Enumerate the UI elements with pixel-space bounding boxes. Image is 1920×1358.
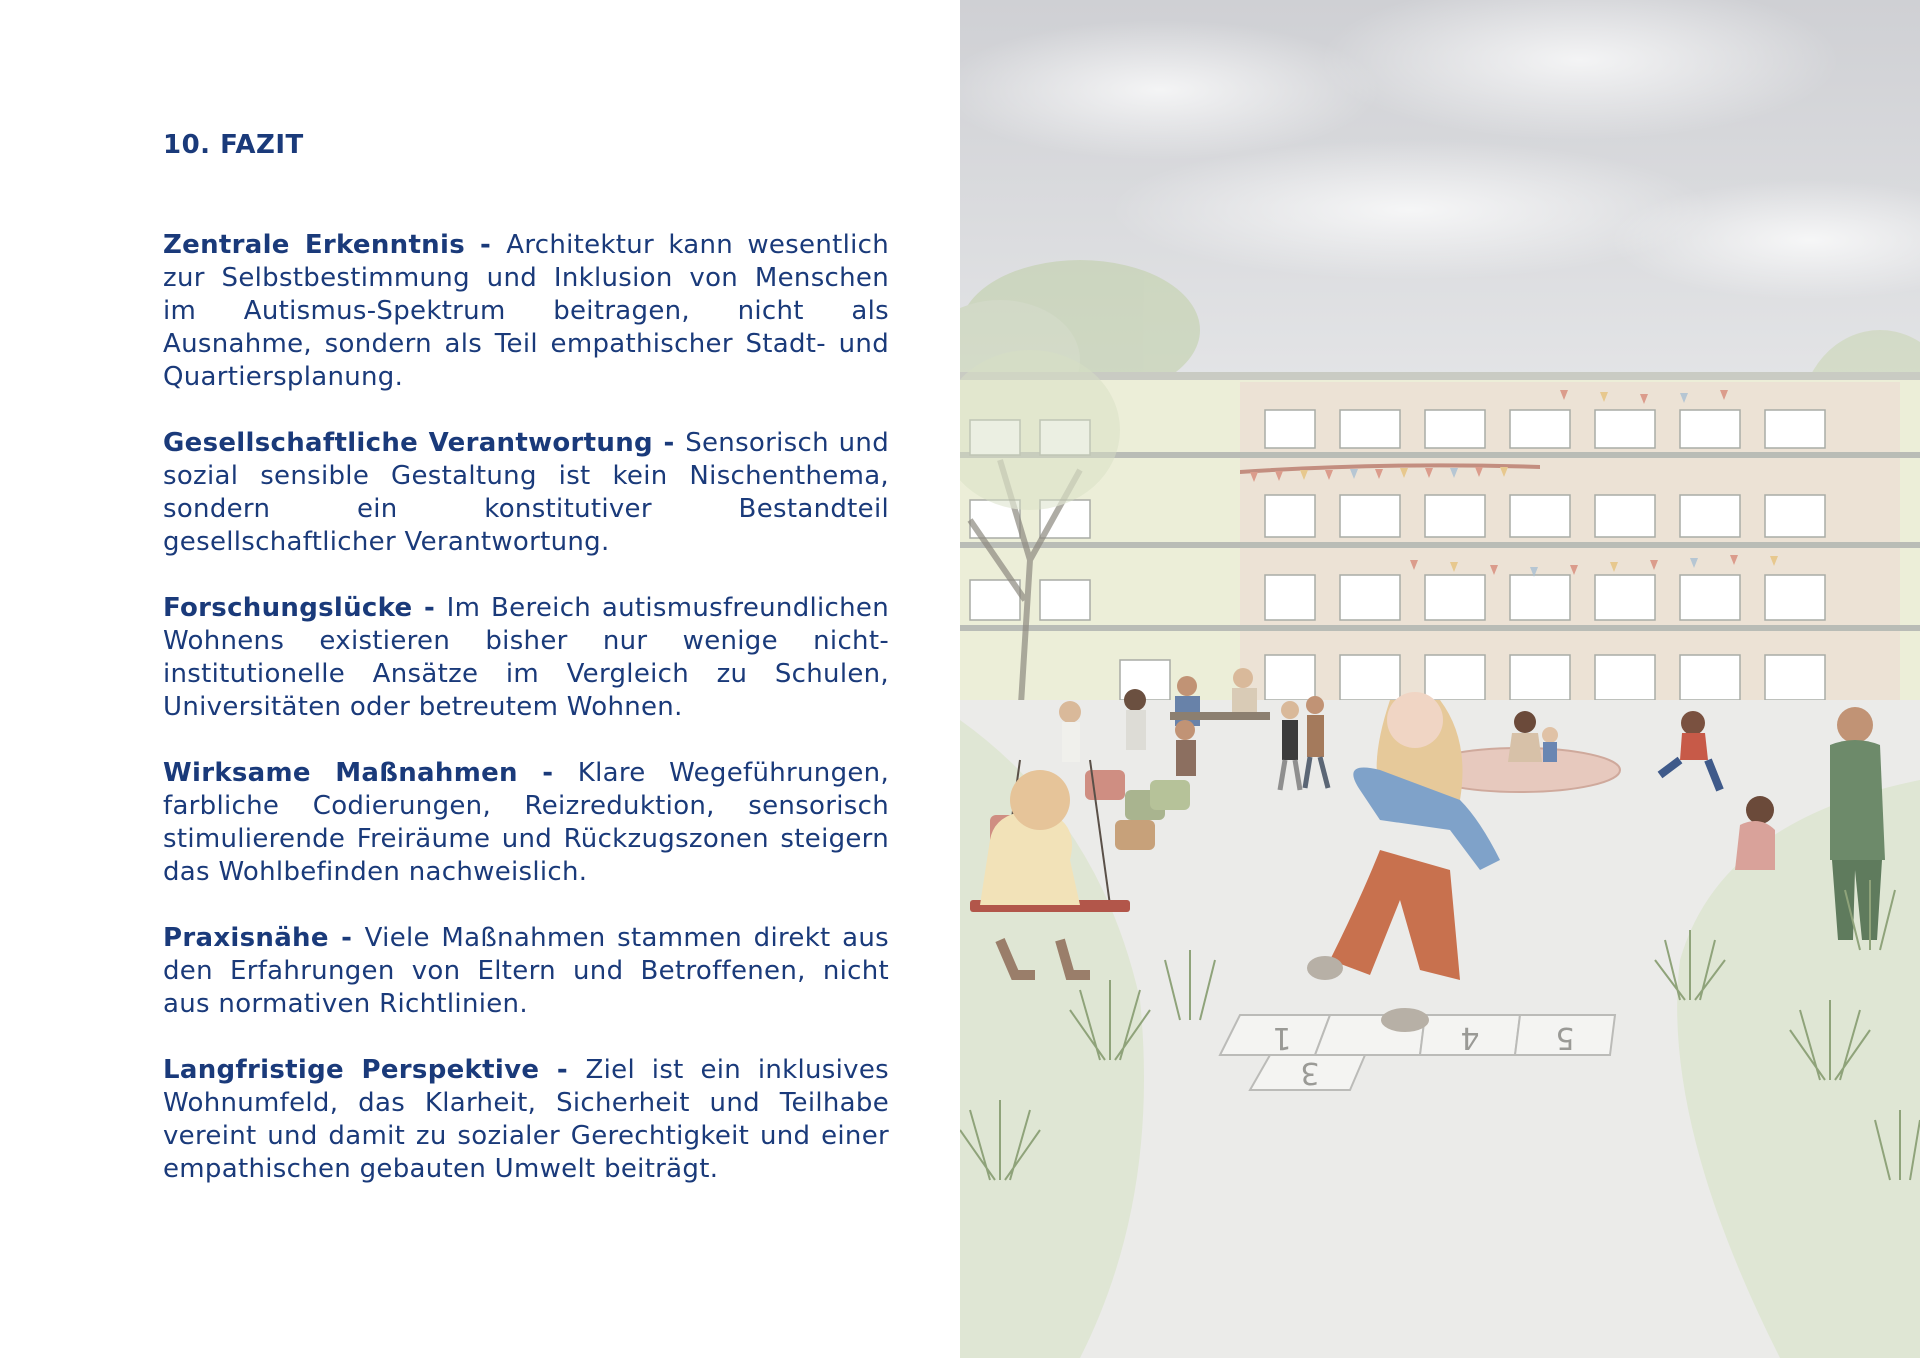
section-title: Zentrale Erkenntnis [163, 230, 465, 260]
courtyard-scene [960, 0, 1920, 1358]
section-title: Wirksame Maßnahmen [163, 758, 518, 788]
section-separator: - [464, 230, 507, 260]
conclusion-sections [163, 229, 889, 1219]
section-title: Langfristige Perspektive [163, 1055, 540, 1085]
section-zentrale-erkenntnis [163, 229, 889, 394]
hopscotch-number: 3 [1300, 1055, 1320, 1090]
section-body: Im Bereich autismusfreundlichen Wohnens existieren bisher nur wenige nicht-institutionelle Ansätze im Vergleich zu Schulen, Universitäten oder betreutem Wohnen. [163, 593, 889, 722]
cloud [1110, 140, 1710, 280]
cloud [960, 20, 1380, 160]
page-title: 10. FAZIT [163, 130, 304, 160]
section-body: Viele Maßnahmen stammen direkt aus den Erfahrungen von Eltern und Betroffenen, nicht aus normativen Richtlinien. [163, 923, 889, 1019]
courtyard-illustration [960, 0, 1920, 1358]
hopscotch-number: 1 [1272, 1020, 1292, 1055]
section-langfristige-perspektive [163, 1054, 889, 1186]
section-body: Klare Wegeführungen, farbliche Codierungen, Reizreduktion, sensorisch stimulierende Freiräume und Rückzugszonen steigern das Wohlbefinden nachweislich. [163, 758, 890, 887]
section-title: Praxisnähe [163, 923, 329, 953]
section-separator: - [517, 758, 578, 788]
section-separator: - [539, 1055, 586, 1085]
section-body: Ziel ist ein inklusives Wohnumfeld, das Klarheit, Sicherheit und Teilhabe vereint und damit zu sozialer Gerechtigkeit und einer empathischen gebauten Umwelt beiträgt. [163, 1055, 890, 1184]
section-separator: - [652, 428, 686, 458]
section-separator: - [412, 593, 447, 623]
section-title: Forschungslücke [163, 593, 413, 623]
section-gesellschaftliche-verantwortung [163, 427, 889, 559]
section-body: Architektur kann wesentlich zur Selbstbestimmung und Inklusion von Menschen im Autismus-Spektrum beitragen, nicht als Ausnahme, sondern als Teil empathischer Stadt- und Quartiersplanung. [163, 230, 890, 392]
hopscotch-number: 4 [1460, 1020, 1480, 1055]
section-praxisnaehe [163, 922, 889, 1021]
section-wirksame-massnahmen [163, 757, 889, 889]
hopscotch-number: 5 [1555, 1020, 1575, 1055]
section-separator: - [328, 923, 365, 953]
section-body: Sensorisch und sozial sensible Gestaltung ist kein Nischenthema, sondern ein konstitutiver Bestandteil gesellschaftlicher Verantwortung. [163, 428, 889, 557]
section-forschungsluecke [163, 592, 889, 724]
section-title: Gesellschaftliche Verantwortung [163, 428, 653, 458]
